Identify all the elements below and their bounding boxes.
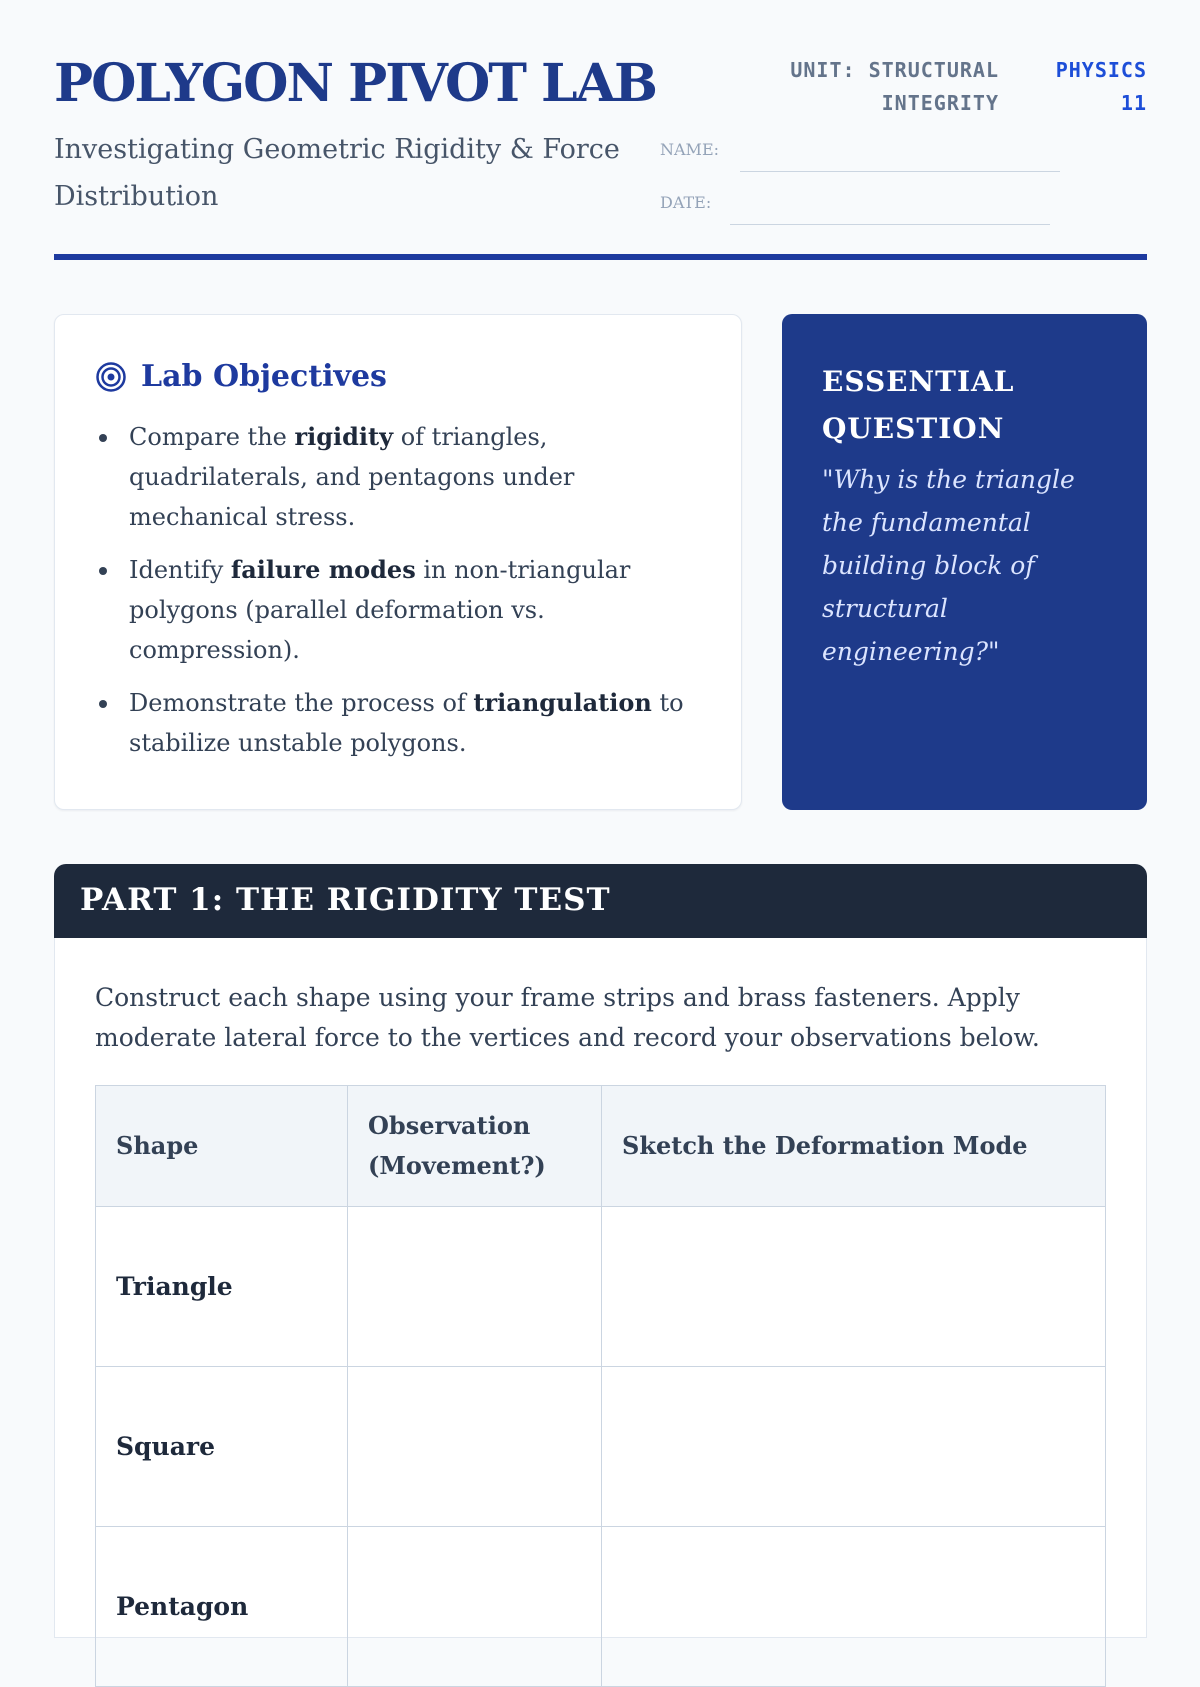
objective-text: Identify (129, 556, 231, 584)
name-field[interactable] (740, 171, 1060, 172)
column-header-shape: Shape (96, 1086, 348, 1207)
unit-label: UNIT: STRUCTURAL INTEGRITY (790, 58, 999, 115)
rigidity-table (95, 1085, 1106, 1687)
page-subtitle: Investigating Geometric Rigidity & Force Distribution (54, 134, 620, 212)
sketch-cell[interactable] (602, 1527, 1106, 1687)
date-label: DATE: (660, 193, 712, 212)
observation-cell[interactable] (348, 1527, 602, 1687)
part1-body (54, 938, 1147, 1638)
part1-title: PART 1: THE RIGIDITY TEST (80, 882, 611, 918)
objectives-heading (95, 359, 387, 394)
objective-text: in non-triangular polygons (parallel deformation vs. compression). (129, 556, 631, 664)
shape-cell: Pentagon (96, 1527, 348, 1687)
date-field[interactable] (730, 224, 1050, 225)
column-header-sketch: Sketch the Deformation Mode (602, 1086, 1106, 1207)
objectives-list (129, 417, 709, 776)
part1-header (54, 864, 1147, 938)
objective-text: Compare the (129, 423, 295, 451)
objective-text: of triangles, quadrilaterals, and pentagons under mechanical stress. (129, 423, 575, 531)
objective-keyword: triangulation (473, 688, 652, 717)
objective-text: Demonstrate the process of (129, 689, 474, 717)
sketch-cell[interactable] (602, 1367, 1106, 1527)
objective-item (129, 683, 709, 763)
sketch-cell[interactable] (602, 1207, 1106, 1367)
essential-question-card (782, 314, 1147, 810)
part1-instructions: Construct each shape using your frame strips and brass fasteners. Apply moderate lateral force to the vertices and record your observations below. (95, 983, 1040, 1052)
objective-item (129, 417, 709, 537)
page-title: POLYGON PIVOT LAB (54, 53, 656, 114)
shape-cell: Triangle (96, 1207, 348, 1367)
name-label: NAME: (660, 140, 720, 159)
shape-cell: Square (96, 1367, 348, 1527)
target-icon (95, 361, 127, 393)
objectives-card (54, 314, 742, 810)
objectives-title: Lab Objectives (141, 359, 387, 394)
observation-cell[interactable] (348, 1367, 602, 1527)
worksheet-header (54, 52, 1147, 260)
table-row (96, 1207, 1106, 1367)
objective-keyword: failure modes (230, 555, 416, 584)
observation-cell[interactable] (348, 1207, 602, 1367)
objective-keyword: rigidity (294, 422, 394, 451)
objective-text: to stabilize unstable polygons. (129, 689, 684, 757)
column-header-observation: Observation (Movement?) (348, 1086, 602, 1207)
table-row (96, 1527, 1106, 1687)
objective-item (129, 550, 709, 670)
essential-question-text: "Why is the triangle the fundamental building block of structural engineering?" (822, 465, 1075, 666)
table-row (96, 1367, 1106, 1527)
essential-question-title: ESSENTIAL QUESTION (822, 365, 1015, 445)
table-header-row (96, 1086, 1106, 1207)
course-label: PHYSICS 11 (1055, 58, 1147, 115)
